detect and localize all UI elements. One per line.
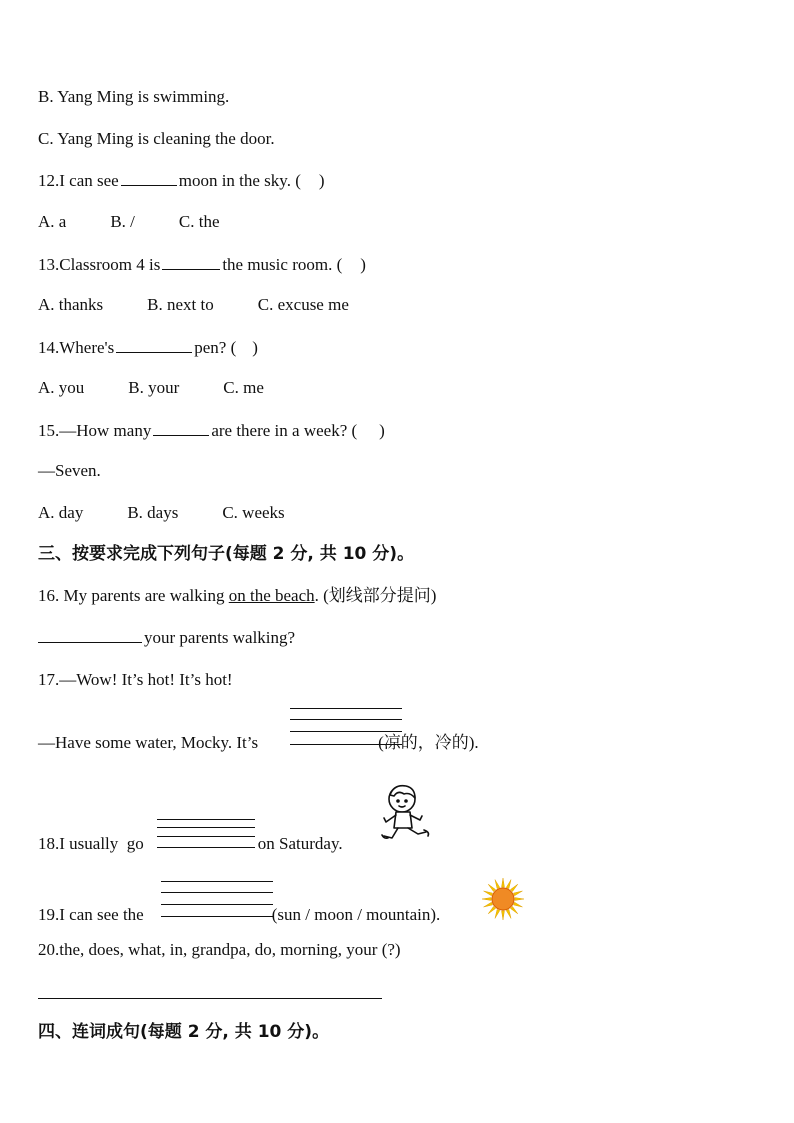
answer-blank[interactable] (162, 253, 220, 270)
sun-ray (488, 884, 495, 891)
q13-close: ) (360, 255, 366, 274)
option-b: B. / (110, 212, 135, 231)
sun-ray (513, 902, 522, 907)
q19-stem: 19.I can see the (38, 905, 144, 924)
question-19 (38, 904, 440, 926)
q12-stem-end: moon in the sky. ( (178, 171, 301, 190)
section-4-heading: 四、连词成句(每题 2 分, 共 10 分)。 (38, 1022, 330, 1042)
option-b: B. your (128, 378, 180, 397)
sun-ray (506, 909, 511, 918)
q16-stem: 16. My parents are walking (38, 586, 225, 605)
q14-stem-end: pen? ( (194, 338, 237, 357)
answer-blank[interactable] (121, 169, 177, 186)
q14-close: ) (252, 338, 258, 357)
question-12 (38, 169, 325, 192)
q17-line2 (38, 732, 479, 754)
q12-options (38, 211, 220, 233)
q13-stem-end: the music room. ( (222, 255, 343, 274)
q16-underlined-phrase: on the beach (228, 586, 315, 605)
sun-ray (510, 884, 517, 891)
option-c: C. excuse me (257, 295, 349, 314)
option-c: C. me (223, 378, 264, 397)
q20-answer-line[interactable] (38, 998, 382, 999)
sun-ray (506, 880, 511, 889)
sun-ray (488, 906, 495, 913)
option-b: B. days (127, 503, 179, 522)
q13-stem: 13.Classroom 4 is (38, 255, 161, 274)
answer-blank[interactable] (153, 419, 209, 436)
q17-hint: (凉的，冷的). (378, 733, 479, 752)
q15-stem: 15.—How many (38, 421, 152, 440)
answer-blank[interactable] (38, 626, 142, 643)
section-3-heading: 三、按要求完成下列句子(每题 2 分, 共 10 分)。 (38, 544, 415, 564)
q12-stem: 12.I can see (38, 171, 119, 190)
sun-ray (482, 898, 491, 901)
sun-ray (484, 902, 493, 907)
q14-stem: 14.Where's (38, 338, 115, 357)
sun-ray (502, 911, 505, 920)
sun-ray (510, 906, 517, 913)
q17-stem: —Have some water, Mocky. It’s (38, 733, 259, 752)
option-a: A. day (38, 503, 84, 522)
option-a: A. a (38, 212, 67, 231)
sun-ray (513, 891, 522, 896)
option-a: A. you (38, 378, 85, 397)
sun-ray (495, 909, 500, 918)
answer-blank[interactable] (116, 336, 192, 353)
sun-ray (502, 878, 505, 887)
question-15 (38, 419, 385, 442)
question-20: 20.the, does, what, in, grandpa, do, morning, your (?) (38, 940, 401, 959)
q13-options (38, 294, 349, 316)
q16-line2: your parents walking? (144, 628, 296, 647)
q18-stem: 18.I usually go (38, 834, 144, 853)
question-13 (38, 253, 366, 276)
sun-icon (480, 876, 526, 922)
sun-ray (484, 891, 493, 896)
q19-stem-end: (sun / moon / mountain). (271, 905, 441, 924)
q14-options (38, 377, 264, 399)
question-18 (38, 833, 343, 855)
q17-line1: 17.—Wow! It’s hot! It’s hot! (38, 670, 233, 689)
q15-options (38, 502, 285, 524)
q16-instruction: . (划线部分提问) (314, 586, 437, 605)
option-b: B. next to (147, 295, 214, 314)
question-14 (38, 336, 258, 359)
q15-close: ) (379, 421, 385, 440)
option-c: C. the (178, 212, 220, 231)
question-16 (38, 585, 436, 607)
q15-answer: —Seven. (38, 461, 101, 480)
q11-option-b: B. Yang Ming is swimming. (38, 87, 230, 106)
q12-close: ) (318, 171, 325, 190)
q15-stem-end: are there in a week? ( (211, 421, 358, 440)
sun-ray (515, 898, 524, 901)
option-a: A. thanks (38, 295, 104, 314)
q18-stem-end: on Saturday. (257, 834, 343, 853)
q16-answer-line (38, 626, 295, 649)
sun-ray (495, 880, 500, 889)
option-c: C. weeks (222, 503, 285, 522)
running-boy-icon (380, 782, 438, 852)
q11-option-c: C. Yang Ming is cleaning the door. (38, 129, 275, 148)
sun-core (492, 888, 514, 910)
